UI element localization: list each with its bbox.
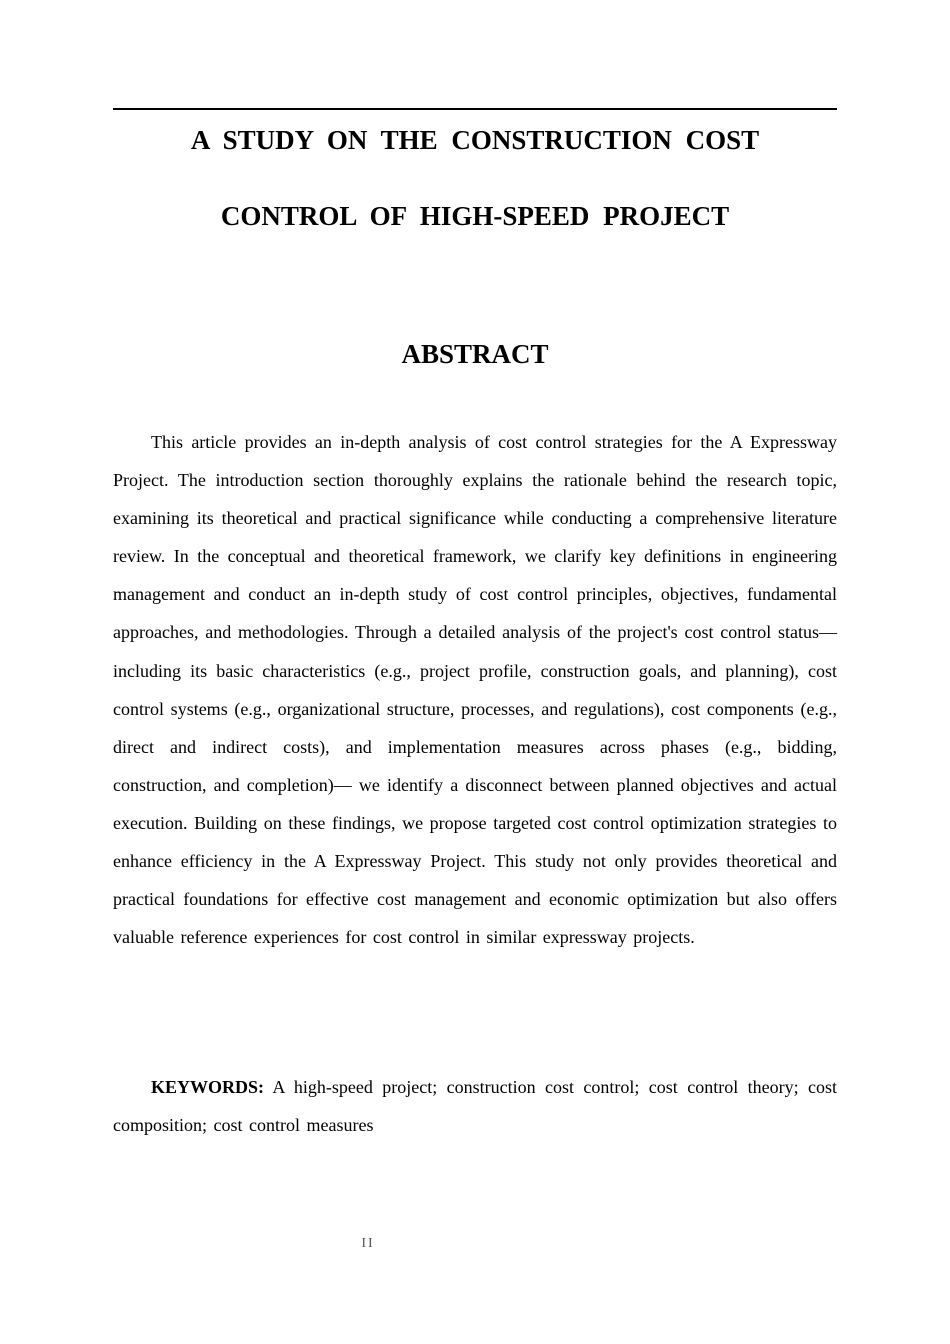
title-line-2: CONTROL OF HIGH-SPEED PROJECT [220,201,730,231]
abstract-heading: ABSTRACT [401,339,549,369]
keywords-list: A high-speed project; construction cost control; cost control theory; cost composition; cost control measures [113,1077,837,1135]
abstract-paragraph: This article provides an in-depth analysis of cost control strategies for the A Expressway Project. The introduction section thoroughly explains the rationale behind the research topic, examining its theoretical and practical significance while conducting a comprehensive literature review. In the conceptual and theoretical framework, we clarify key definitions in engineering management and conduct an in-depth study of cost control principles, objectives, fundamental approaches, and methodologies. Through a detailed analysis of the project's cost control status— including its basic characteristics (e.g., project profile, construction goals, and planning), cost control systems (e.g., organizational structure, processes, and regulations), cost components (e.g., direct and indirect costs), and implementation measures across phases (e.g., bidding, construction, and completion)— we identify a disconnect between planned objectives and actual execution. Building on these findings, we propose targeted cost control optimization strategies to enhance efficiency in the A Expressway Project. This study not only provides theoretical and practical foundations for effective cost management and economic optimization but also offers valuable reference experiences for cost control in similar expressway projects. [113,432,837,948]
header-rule [113,108,837,110]
title-line-1: A STUDY ON THE CONSTRUCTION COST [190,125,760,155]
page-number: II [361,1236,375,1251]
keywords-label: KEYWORDS: [151,1077,265,1097]
keywords-paragraph [113,1068,837,1144]
